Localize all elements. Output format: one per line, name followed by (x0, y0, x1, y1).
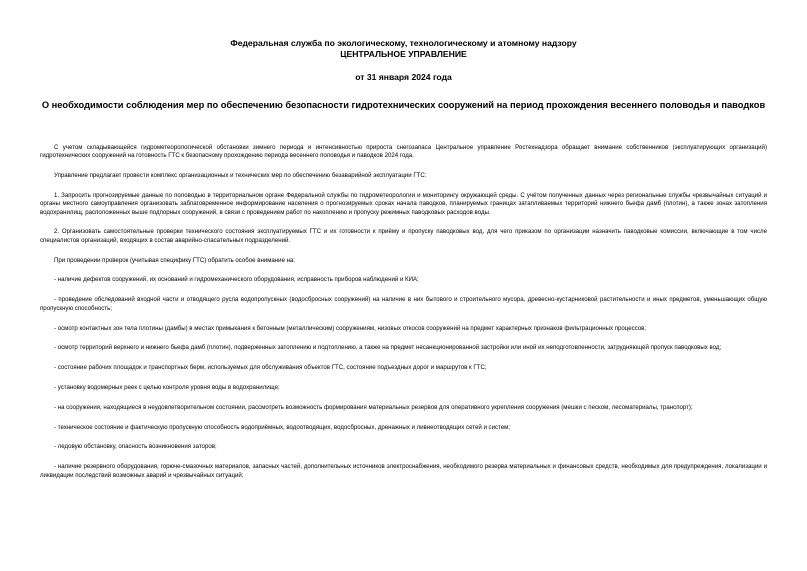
paragraph: При проведении проверок (учитывая специфику ГТС) обратить особое внимание на: (54, 256, 296, 264)
paragraph: Управление предлагает провести комплекс организационных и технических мер по обеспечению безаварийной эксплуатации ГТС: (54, 171, 427, 179)
list-item: - проведение обследований входной части и отводящего русла водопропускных (водосбросных сооружений) на наличие в них бытового и строительного мусора, древесно-кустарниковой растительности и иных предметов, уменьшающих общую пропускную способность; (40, 296, 767, 312)
list-item: - наличие резервного оборудования, горюче-смазочных материалов, запасных частей, дополнительных источников электроснабжения, необходимого резерва материальных и финансовых средств, необходимых для предупреждения, локализации и ликвидации последствий возможных аварий и чрезвычайных ситуаций; (40, 463, 767, 479)
paragraph: 2. Организовать самостоятельные проверки технического состояния эксплуатируемых ГТС и их готовности к приёму и пропуску паводковых вод, для чего приказом по организации назначить паводковые комиссии, включающие в том числе специалистов организаций, входящих в состав аварийно-спасательных подразделений. (40, 228, 767, 244)
list-item: - установку водомерных реек с целью контроля уровня воды в водохранилище; (54, 383, 280, 391)
department-name: ЦЕНТРАЛЬНОЕ УПРАВЛЕНИЕ (340, 48, 467, 59)
list-item: - осмотр территорий верхнего и нижнего бьефа дамб (плотин), подверженных затоплению и подтоплению, а также на предмет несанкционированной застройки или иной их неподготовленности, затрудняющей пропуск паводковых вод; (54, 344, 722, 352)
document-body (40, 144, 767, 481)
document-date: от 31 января 2024 года (355, 72, 452, 82)
list-item: - на сооружения, находящиеся в неудовлетворительном состоянии, рассмотреть возможность формирования материальных резервов для оперативного укрепления сооружения (мешки с песком, лесоматериалы, транспорт); (54, 403, 693, 411)
list-item: - состояние рабочих площадок и транспортных берм, используемых для обслуживания объектов ГТС, состояние подъездных дорог и маршрутов к ГТС; (54, 364, 487, 372)
list-item: - осмотр контактных зон тела плотины (дамбы) в местах примыкания к бетонным (металлическим) сооружениям, низовых откосов сооружений на предмет характерных признаков фильтрационных процессов; (54, 324, 647, 332)
paragraph: С учетом складывающейся гидрометеорологической обстановки зимнего периода и интенсивностью прироста снегозапаса Центральное управление Ростехнадзора обращает внимание собственников (эксплуатирующих организаций) гидротехнических сооружений на готовность ГТС к безопасному прохождению периода весеннего половодья и паводков 2024 года. (40, 143, 767, 159)
organization-name: Федеральная служба по экологическому, технологическому и атомному надзору (230, 38, 577, 48)
list-item: - ледовую обстановку, опасность возникновения заторов; (54, 443, 217, 451)
list-item: - техническое состояние и фактическую пропускную способность водоприёмных, водоотводящих, водосбросных, дренажных и ливнеотводящих сетей и систем; (54, 423, 511, 431)
list-item: - наличие дефектов сооружений, их оснований и гидромеханического оборудования, исправность приборов наблюдений и КИА; (54, 276, 419, 284)
paragraph: 1. Запросить прогнозируемые данные по половодью в территориальном органе Федеральной службы по гидрометеорологии и мониторингу окружающей среды. С учётом полученных данных через региональные службы чрезвычайных ситуаций и органы местного самоуправления организовать заблаговременное информирование населения о прогнозируемых сроках начала паводков, планируемых границах затапливаемых территорий нижнего бьефа дамб (плотин), а также зонах затопления водохранилищ, расположенных выше подпорных сооружений, в связи с проведением работ по накоплению и пропуску режимных паводковых расходов воды. (40, 191, 767, 216)
document-title: О необходимости соблюдения мер по обеспечению безопасности гидротехнических сооружений на период прохождения весеннего половодья и паводков (41, 99, 766, 110)
